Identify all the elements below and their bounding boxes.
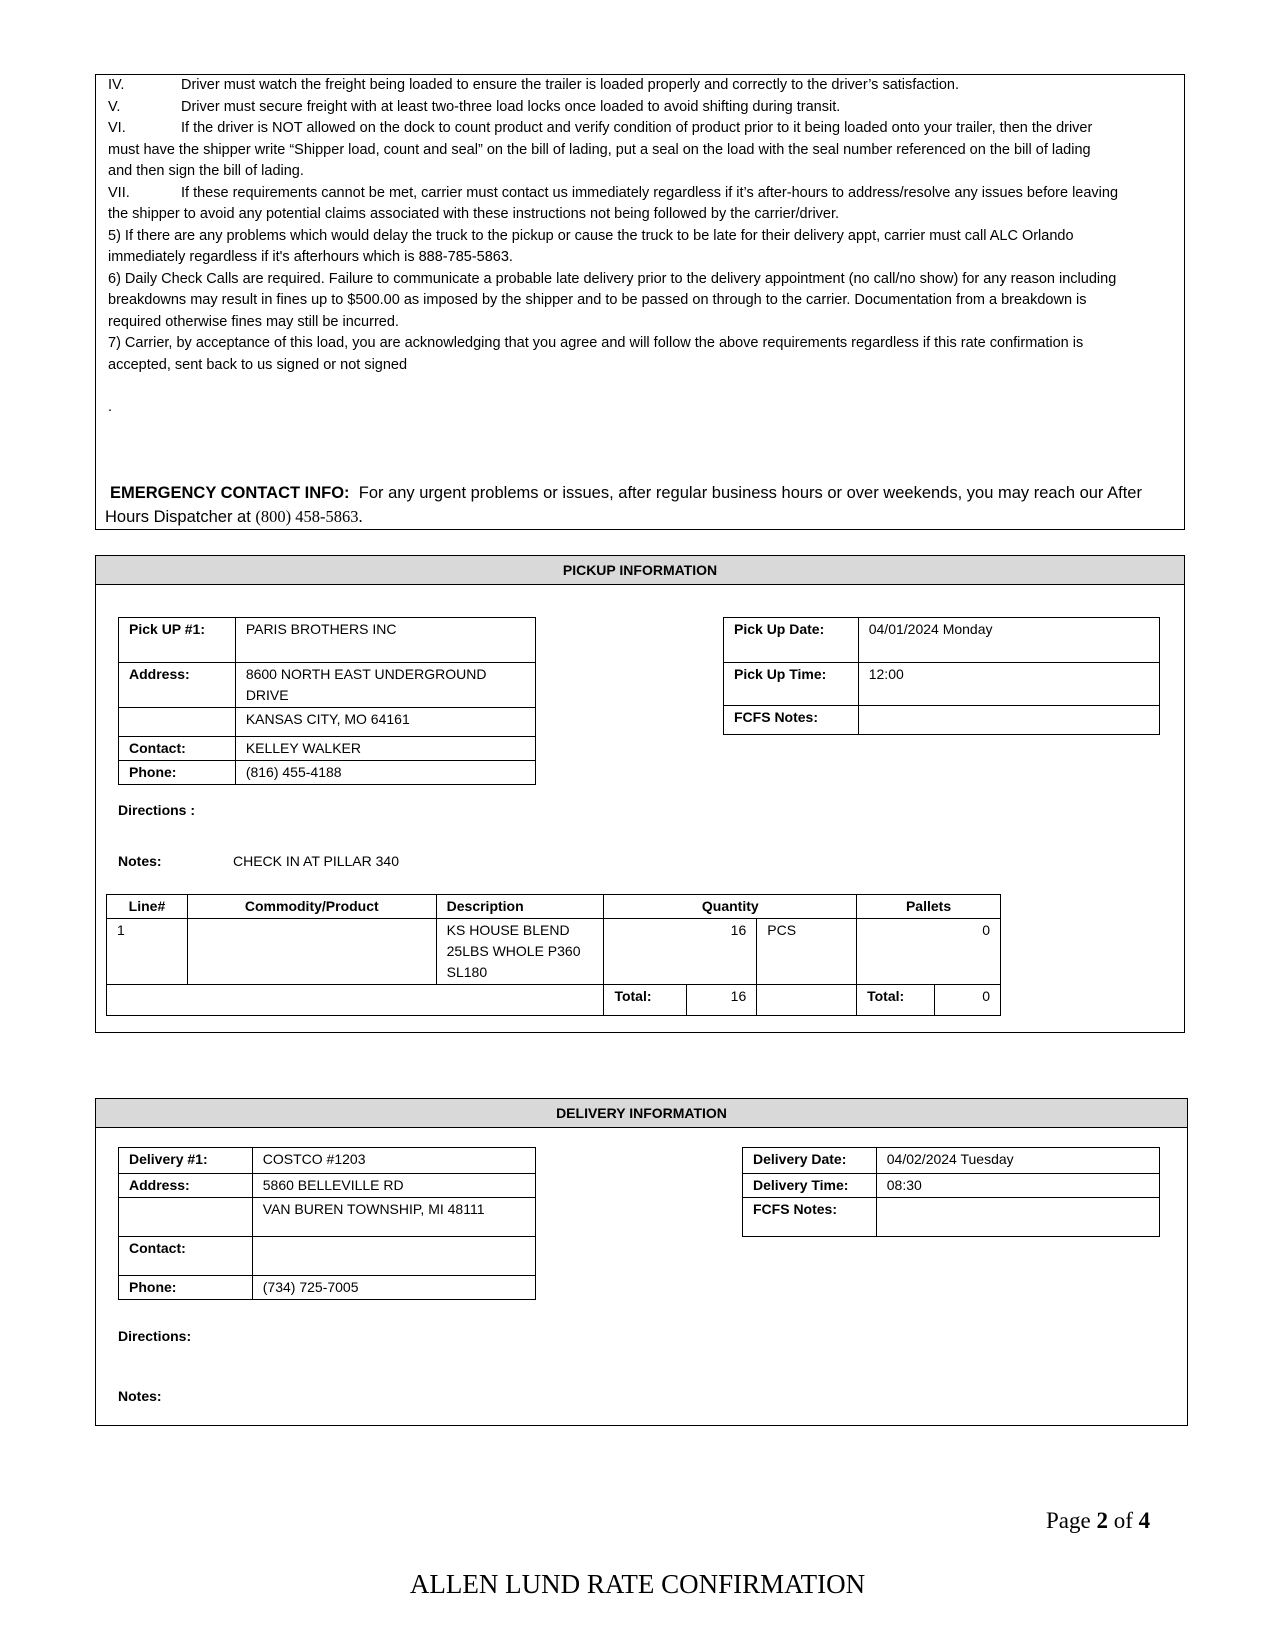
term-iv-number: IV.: [108, 77, 125, 93]
pickup-schedule-table: [723, 617, 1160, 735]
item-description-line2: 25LBS WHOLE P360: [446, 943, 581, 959]
page-prefix: Page: [1046, 1508, 1091, 1533]
term-v-number: V.: [108, 98, 121, 115]
delivery-address-blank: [119, 1198, 253, 1237]
term-6-line2: breakdowns may result in fines up to $500.00 as imposed by the shipper and to be passed on through to the carrier. Documentation from a breakdown is: [108, 292, 1087, 308]
table-row: [107, 919, 1001, 985]
term-5-line2: immediately regardless if it's afterhours which is 888-785-5863.: [108, 249, 513, 265]
items-col-pallets: Pallets: [857, 895, 1001, 919]
delivery-contact-value: [252, 1237, 535, 1276]
delivery-time-label: Delivery Time:: [743, 1174, 877, 1198]
items-total-pallets-label: Total:: [857, 985, 935, 1016]
items-total-pallets: 0: [935, 985, 1001, 1016]
pickup-contact-label: Contact:: [119, 737, 236, 761]
page-current: 2: [1096, 1508, 1108, 1533]
items-col-line: Line#: [107, 895, 188, 919]
item-unit: PCS: [757, 919, 857, 985]
pickup-time-value: 12:00: [858, 663, 1159, 706]
term-dot: .: [108, 399, 113, 415]
term-vi-line2: must have the shipper write “Shipper load, count and seal” on the bill of lading, put a seal on the load with the seal number referenced on the bill of lading: [108, 141, 1091, 158]
term-5-line1: 5) If there are any problems which would delay the truck to the pickup or cause the truck to be late for their delivery appt, carrier must call ALC Orlando: [108, 227, 1074, 244]
pickup-contact-value: KELLEY WALKER: [235, 737, 535, 761]
items-total-unit: [757, 985, 857, 1016]
table-row: [107, 985, 1001, 1016]
delivery-date-label: Delivery Date:: [743, 1148, 877, 1174]
term-vi-number: VI.: [108, 120, 126, 136]
delivery-phone-label: Phone:: [119, 1276, 253, 1300]
items-col-quantity: Quantity: [604, 895, 857, 919]
term-6-line3: required otherwise fines may still be incurred.: [108, 313, 399, 330]
delivery-directions-label: Directions:: [118, 1328, 192, 1344]
pickup-phone-value: (816) 455-4188: [235, 761, 535, 785]
term-6-line1: 6) Daily Check Calls are required. Failure to communicate a probable late delivery prior to the delivery appointment (no call/no show) for any reason including: [108, 270, 1117, 287]
term-7-line2: accepted, sent back to us signed or not signed: [108, 356, 408, 373]
delivery-address-line1: 5860 BELLEVILLE RD: [252, 1174, 535, 1198]
delivery-notes-label: Notes:: [118, 1388, 162, 1404]
term-7-line1: 7) Carrier, by acceptance of this load, you are acknowledging that you agree and will follow the above requirements regardless if this rate confirmation is: [108, 335, 1084, 351]
pickup-notes-label: Notes:: [118, 853, 162, 869]
pickup-date-value: 04/01/2024 Monday: [858, 618, 1159, 663]
term-iv-text: Driver must watch the freight being loaded to ensure the trailer is loaded properly and correctly to the driver’s satisfaction.: [181, 77, 960, 93]
delivery-header: DELIVERY INFORMATION: [96, 1099, 1187, 1128]
delivery-time-value: 08:30: [876, 1174, 1159, 1198]
delivery-consignee-name: COSTCO #1203: [252, 1148, 535, 1174]
items-col-description: Description: [436, 895, 604, 919]
item-line: 1: [107, 919, 188, 985]
pickup-number-label: Pick UP #1:: [119, 618, 236, 663]
delivery-number-label: Delivery #1:: [119, 1148, 253, 1174]
terms-box: [95, 74, 1185, 530]
document-title: ALLEN LUND RATE CONFIRMATION: [409, 1569, 866, 1599]
pickup-items-table: [106, 894, 1001, 1016]
delivery-fcfs-label: FCFS Notes:: [743, 1198, 877, 1237]
delivery-address-label: Address:: [119, 1174, 253, 1198]
pickup-time-label: Pick Up Time:: [724, 663, 859, 706]
delivery-phone-value: (734) 725-7005: [252, 1276, 535, 1300]
items-total-spacer: [107, 985, 604, 1016]
delivery-address-line2: VAN BUREN TOWNSHIP, MI 48111: [252, 1198, 535, 1237]
pickup-address-line3: KANSAS CITY, MO 64161: [235, 708, 535, 737]
emergency-line1: [110, 481, 1142, 505]
items-total-qty-label: Total:: [604, 985, 687, 1016]
page-total: 4: [1138, 1508, 1151, 1533]
item-description-line3: SL180: [446, 964, 488, 980]
emergency-text1: For any urgent problems or issues, after regular business hours or over weekends, you may reach our After: [358, 484, 1142, 502]
pickup-address-label: Address:: [119, 663, 236, 708]
page-number: [1046, 1506, 1150, 1536]
pickup-notes-value: CHECK IN AT PILLAR 340: [233, 853, 399, 869]
pickup-fcfs-value: [858, 706, 1159, 735]
delivery-location-table: [118, 1147, 536, 1300]
delivery-schedule-table: [742, 1147, 1160, 1237]
pickup-address-street: [235, 663, 535, 708]
pickup-directions-label: Directions :: [118, 802, 196, 818]
item-commodity: [187, 919, 436, 985]
delivery-fcfs-value: [876, 1198, 1159, 1237]
emergency-phone: (800) 458-5863.: [255, 507, 363, 526]
items-col-commodity: Commodity/Product: [187, 895, 436, 919]
pickup-address-blank: [119, 708, 236, 737]
term-v-text: Driver must secure freight with at least two-three load locks once loaded to avoid shifting during transit.: [181, 98, 841, 115]
items-total-qty: 16: [687, 985, 757, 1016]
term-vii-number: VII.: [108, 184, 130, 201]
pickup-date-label: Pick Up Date:: [724, 618, 859, 663]
term-vi-line1: If the driver is NOT allowed on the dock to count product and verify condition of product prior to it being loaded onto your trailer, then the driver: [181, 120, 1093, 136]
pickup-shipper-name: PARIS BROTHERS INC: [235, 618, 535, 663]
delivery-date-value: 04/02/2024 Tuesday: [876, 1148, 1159, 1174]
page-of: of: [1113, 1508, 1133, 1533]
pickup-address-line1: 8600 NORTH EAST UNDERGROUND: [245, 666, 487, 682]
emergency-label: EMERGENCY CONTACT INFO:: [110, 484, 350, 502]
pickup-phone-label: Phone:: [119, 761, 236, 785]
pickup-fcfs-label: FCFS Notes:: [724, 706, 859, 735]
term-vii-line1: If these requirements cannot be met, carrier must contact us immediately regardless if it’s after-hours to address/resolve any issues before leaving: [181, 184, 1119, 201]
emergency-line2: [105, 505, 363, 529]
term-vii-line2: the shipper to avoid any potential claims associated with these instructions not being followed by the carrier/driver.: [108, 206, 840, 222]
item-pallets: 0: [857, 919, 1001, 985]
emergency-text2: Hours Dispatcher at: [105, 508, 251, 526]
delivery-contact-label: Contact:: [119, 1237, 253, 1276]
pickup-header: PICKUP INFORMATION: [96, 556, 1184, 585]
item-description: [436, 919, 604, 985]
item-quantity: 16: [604, 919, 757, 985]
pickup-address-line2: DRIVE: [245, 687, 289, 703]
term-vi-line3: and then sign the bill of lading.: [108, 163, 304, 179]
pickup-location-table: [118, 617, 536, 785]
item-description-line1: KS HOUSE BLEND: [446, 922, 570, 938]
